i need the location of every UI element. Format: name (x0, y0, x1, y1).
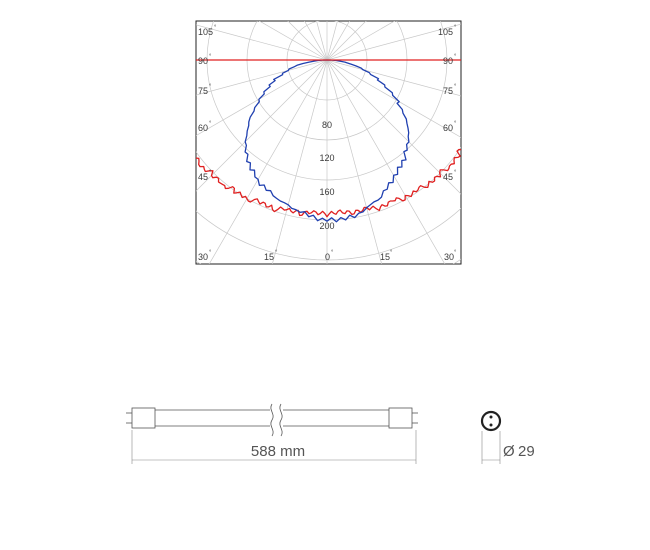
degree-mark: ° (331, 250, 334, 256)
angle-label: 15 (264, 252, 275, 262)
degree-mark: ° (454, 250, 457, 256)
diameter-symbol: Ø (503, 443, 515, 460)
radial-tick-label: 200 (319, 221, 335, 231)
angle-label: 45 (443, 172, 454, 182)
tube-end-cap-left (132, 408, 155, 428)
tube-end-pin (490, 416, 493, 419)
degree-mark: ° (390, 250, 393, 256)
degree-mark: ° (454, 25, 457, 31)
degree-mark: ° (454, 121, 457, 127)
degree-mark: ° (209, 250, 212, 256)
degree-mark: ° (454, 54, 457, 60)
degree-mark: ° (209, 121, 212, 127)
degree-mark: ° (275, 250, 278, 256)
tube-end-view (482, 412, 500, 464)
angle-label: 75 (198, 86, 209, 96)
degree-mark: ° (454, 84, 457, 90)
radial-tick-label: 120 (319, 153, 335, 163)
angle-label: 60 (198, 123, 209, 133)
radial-tick-label: 160 (319, 187, 335, 197)
tube-side-view (126, 404, 418, 436)
angle-label: 30 (198, 252, 209, 262)
angle-label: 15 (380, 252, 391, 262)
radial-tick-label: 80 (321, 120, 333, 130)
angle-label: 90 (198, 56, 209, 66)
tube-length-label: 588 mm (250, 443, 306, 460)
angle-label: 105 (198, 27, 214, 37)
angle-label: 0 (325, 252, 331, 262)
degree-mark: ° (209, 170, 212, 176)
degree-mark: ° (214, 25, 217, 31)
degree-mark: ° (209, 84, 212, 90)
angle-label: 75 (443, 86, 454, 96)
tube-end-circle (482, 412, 500, 430)
angle-label: 105 (438, 27, 454, 37)
tube-diameter-label: 29 (518, 443, 535, 460)
break-line (271, 404, 273, 436)
break-line (280, 404, 282, 436)
angle-label: 30 (444, 252, 455, 262)
angle-label: 45 (198, 172, 209, 182)
tube-end-pin (490, 424, 493, 427)
tube-end-cap-right (389, 408, 412, 428)
angle-label: 90 (443, 56, 454, 66)
angle-label: 60 (443, 123, 454, 133)
degree-mark: ° (209, 54, 212, 60)
degree-mark: ° (454, 170, 457, 176)
